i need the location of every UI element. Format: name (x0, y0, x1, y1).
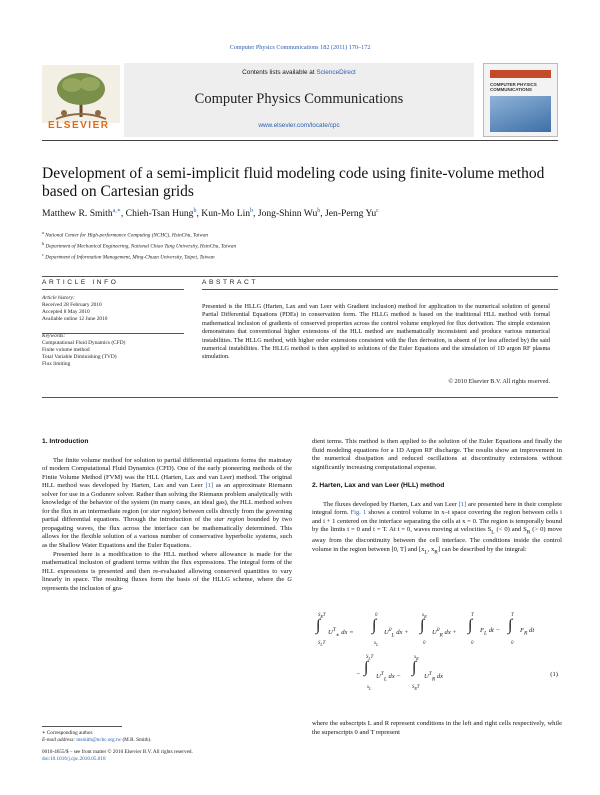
integral-sign: ∫ (412, 659, 417, 676)
keyword-item: Finite volume method (42, 347, 90, 353)
elsevier-tree-icon (42, 65, 120, 123)
cover-image (490, 96, 551, 132)
body-column-right-continued (312, 720, 562, 737)
corresponding-author-note: ∗ Corresponding author. (42, 730, 94, 736)
author-list (42, 207, 562, 219)
body-text: (< 0) and S (494, 526, 527, 534)
author-name: Kun-Mo Lin (201, 208, 251, 220)
subscript: R (526, 529, 531, 536)
citation-link[interactable]: [1] (458, 500, 467, 508)
emphasis-text: star region (214, 516, 245, 524)
publisher-name: ELSEVIER (48, 120, 110, 131)
emphasis-text: star region (149, 507, 179, 515)
body-text: bounded by two propagating waves, the flux across the interface can be mathematically determined. This allows for the flexible solution of a various number of conservative hyperbolic systems, such as the Shallow Water Equations and the Euler Equations. (42, 516, 292, 550)
affiliation-marker: c (42, 252, 44, 258)
affiliation-text: National Center for High-performance Computing (NCHC), HsinChu, Taiwan (45, 232, 209, 239)
article-title: Development of a semi-implicit fluid modeling code using finite-volume method based on Cartesian grids (42, 165, 545, 200)
affiliation-list (42, 229, 562, 263)
author-name: Jong-Shinn Wu (257, 208, 318, 220)
divider (42, 333, 184, 334)
author-name: Chieh-Tsan Hung (125, 208, 194, 220)
divider (42, 397, 558, 398)
abstract-heading: ABSTRACT (202, 279, 258, 286)
author-affiliation-link[interactable]: a,∗ (112, 208, 121, 214)
emphasis-text: G (287, 576, 292, 584)
equation-number: (1) (550, 671, 558, 678)
elsevier-logo (42, 65, 120, 137)
equation-1: ∫ $S_RT$ $S_LT$ $U^T_∗$ dx = ∫ 0 $x_L$ $U^0_L$ dx + ∫ $x_R$ 0 $U^0_R$ dx + ∫ T 0 $F_L$ dt − ∫ T 0 $F_R$ dt − ∫ $S_LT$ $x_L$ $U^T_L$ dx − ∫ $x_R$ $S_RT$ $U^T_R$ dx (1) (316, 613, 558, 691)
body-paragraph (312, 501, 562, 557)
integral-sign: ∫ (508, 617, 513, 634)
author-affiliation-link[interactable]: b (250, 208, 254, 214)
email-suffix: (M.R. Smith). (121, 737, 152, 744)
doi-link[interactable]: doi:10.1016/j.cpc.2010.05.018 (42, 755, 106, 762)
affiliation-marker: b (42, 241, 45, 247)
affiliation-text: Department of Information Management, Ming-Chuan University, Taipei, Taiwan (45, 255, 215, 262)
journal-title: Computer Physics Communications (194, 91, 404, 107)
contents-prefix: Contents lists available at (242, 69, 317, 76)
body-paragraph: dient terms. This method is then applied to the solution of the Euler Equations and finally the fluid modeling equations for a 1D Argon RF discharge. The results show an improvement in the numerical dissipation and reduced oscillations at discontinuity extensions without significantly increasing computational expense. (312, 438, 562, 471)
subscript: L (491, 529, 495, 536)
body-text: The finite volume method for solution to partial differential equations forms the mainstay of modern Computational Fluid Dynamics (CFD). One of the early pioneering methods of the Finite Volume Method (FVM) was the HLL (Harten, Lax and van Leer) method. The original HLL method was developed by Harten, Lax and van Leer (42, 456, 292, 490)
cover-band (490, 70, 551, 78)
affiliation-text: Department of Mechanical Engineering, National Chiao Tung University, HsinChu, Taiwan (45, 243, 237, 250)
subscript: R (434, 549, 438, 556)
abstract-copyright: © 2010 Elsevier B.V. All rights reserved. (448, 378, 550, 385)
body-text: shows a control volume in x–t space covering the region between cells i and i + 1 centered on the interface separating the cells at x = 0. The region is temporally bound by the limits t = 0 and t = T. At t = 0, waves moving at velocities S (312, 509, 563, 534)
author-separator: , (320, 208, 326, 220)
abstract-text: Presented is the HLLG (Harten, Lax and van Leer with Gradient inclusion) method for application to the numerical solution of general Partial Differential Equations (PDEs) in conservation form. The HLLG method is based on the traditional HLL method with formal mathematical inclusion of gradients of conserved properties across the control volume employed for flux derivation. The simple extension demonstrates that conventional higher extensions of the HLL method are mathematically inconsistent and produce various numerical instabilities. The HLLG method, with higher order extensions consistent with the flux derivation, is absent of (or less affected by) the said numerical instabilities. The HLLG method is then applied to solutions of the Euler Equations and the simulation of 1D argon RF plasma simulation. (202, 303, 550, 361)
keyword-item: Computational Fluid Dynamics (CFD) (42, 340, 126, 346)
history-item: Available online 12 June 2010 (42, 316, 108, 322)
cover-title: COMPUTER PHYSICS COMMUNICATIONS (490, 82, 537, 92)
journal-banner (124, 63, 474, 137)
body-text: are presented here in their complete integral form. (312, 500, 562, 517)
figure-link[interactable]: Fig. 1 (350, 509, 367, 517)
footnotes (42, 730, 292, 763)
body-text: (> 0) move away from the discontinuity between the cell interface. The conditions inside the control volume in the region between [0, T] and [x (312, 526, 562, 553)
author-affiliation-link[interactable]: b (193, 208, 197, 214)
author-name: Jen-Perng Yu (325, 208, 377, 220)
divider (42, 276, 558, 277)
integral-sign: ∫ (372, 617, 377, 634)
keywords-label: Keywords: (42, 333, 66, 339)
citation-link[interactable]: [1] (205, 482, 214, 490)
keyword-item: Flux limiting (42, 361, 71, 367)
sciencedirect-link[interactable]: ScienceDirect (316, 69, 356, 76)
divider (202, 289, 558, 290)
affiliation-item (42, 251, 562, 262)
body-text: as an approximate Riemann solver for use in a Godunov solver. Rather than solving the Riemann problem analytically with knowledge of the behavior of the system (in many cases, an ideal gas), the HLL method solves for the flux in an intermediate region (or (42, 482, 292, 515)
article-info (42, 295, 172, 368)
history-item: Received 28 February 2010 (42, 302, 102, 308)
body-column-left (42, 438, 292, 593)
affiliation-item (42, 229, 562, 240)
history-label: Article history: (42, 295, 75, 301)
journal-url-link[interactable]: www.elsevier.com/locate/cpc (258, 122, 340, 129)
journal-cover (483, 63, 558, 137)
body-text: Presented here is a modification to the HLL method where allowance is made for the mathematical inclusion of gradient terms within the flux expressions. The integral form of the HLL expressions is presented and then re-evaluated allowing conserved quantities to vary linearly in space. The resulting fluxes form the basis of the HLLG scheme, where the (42, 550, 292, 584)
body-text: ] can be described by the integral: (437, 545, 527, 553)
author-affiliation-link[interactable]: b (317, 208, 321, 214)
email-link[interactable]: msmith@nchc.org.tw (76, 737, 122, 744)
body-column-right (312, 438, 562, 557)
integral-sign: ∫ (468, 617, 473, 634)
body-paragraph (42, 457, 292, 551)
email-note (42, 737, 292, 744)
body-paragraph (42, 551, 292, 594)
body-text: ) between cells directly from the governing partial differential equations. Through the introduction of the (42, 507, 292, 524)
divider (42, 289, 184, 290)
body-text: , x (427, 545, 435, 553)
affiliation-item (42, 240, 562, 251)
section-heading: 2. Harten, Lax and van Leer (HLL) method (312, 482, 445, 490)
integral-sign: ∫ (420, 617, 425, 634)
body-text: The fluxes developed by Harten, Lax and van Leer (323, 500, 459, 508)
email-label: E-mail address: (42, 737, 77, 744)
issn-line: 0010-4655/$ – see front matter © 2010 Elsevier B.V. All rights reserved. (42, 748, 193, 755)
affiliation-marker: a (42, 230, 44, 235)
author-name: Matthew R. Smith (42, 208, 113, 220)
history-item: Accepted 8 May 2010 (42, 309, 90, 315)
footnote-divider (42, 726, 122, 727)
integral-sign: ∫ (316, 617, 321, 634)
contents-line (124, 69, 474, 76)
journal-masthead (42, 57, 558, 141)
author-separator: , (253, 208, 258, 220)
author-separator: , (196, 208, 202, 220)
author-affiliation-link[interactable]: c (376, 208, 379, 214)
section-heading: 1. Introduction (42, 438, 89, 445)
integral-sign: ∫ (364, 659, 369, 676)
article-info-heading: ARTICLE INFO (42, 279, 119, 286)
keyword-item: Total Variable Diminishing (TVD) (42, 354, 117, 360)
body-text: represents the inclusion of gra- (42, 584, 124, 592)
subscript: L (424, 549, 428, 556)
journal-reference[interactable]: Computer Physics Communications 182 (2011) 170–172 (229, 44, 371, 51)
author-separator: , (120, 208, 126, 220)
body-paragraph: where the subscripts L and R represent conditions in the left and right cells respectively, while the superscripts 0 and T represent (312, 720, 562, 736)
